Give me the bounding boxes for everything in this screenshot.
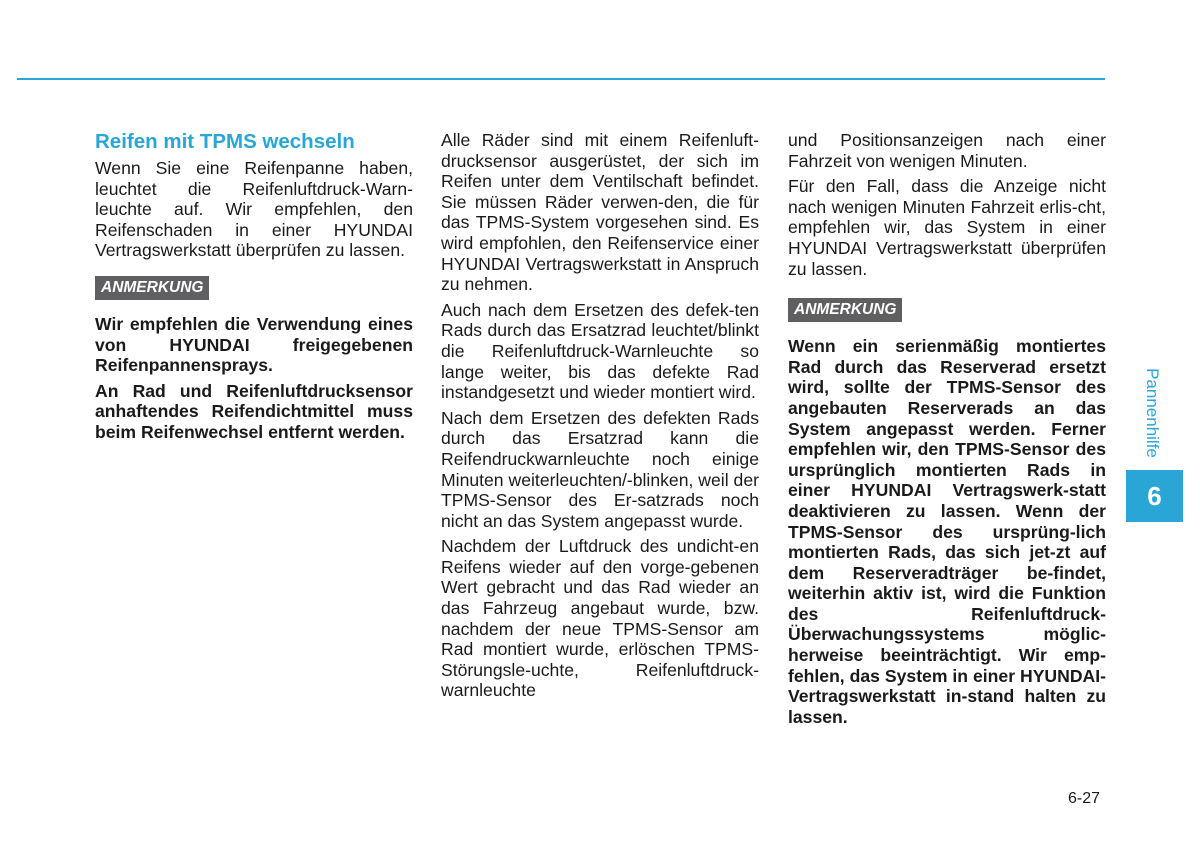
column-2 (441, 130, 759, 706)
chapter-name: Pannenhilfe (1143, 368, 1162, 458)
note-badge: ANMERKUNG (95, 276, 209, 300)
body-paragraph: Für den Fall, dass die Anzeige nicht nach wenigen Minuten Fahrzeit erlis-cht, empfehlen wir, das System in einer HYUNDAI Vertragswerkstatt überprüfen zu lassen. (788, 176, 1106, 279)
note-paragraph: An Rad und Reifenluftdrucksensor anhaftendes Reifendichtmittel muss beim Reifenwechsel entfernt werden. (95, 380, 413, 442)
note-paragraph: Wir empfehlen die Verwendung eines von HYUNDAI freigegebenen Reifenpannensprays. (95, 313, 413, 376)
body-paragraph: und Positionsanzeigen nach einer Fahrzeit von wenigen Minuten. (788, 130, 1106, 171)
section-heading: Reifen mit TPMS wechseln (95, 130, 355, 153)
body-paragraph: Nachdem der Luftdruck des undicht-en Reifens wieder auf den vorge-gebenen Wert gebracht und das Rad wieder an das Fahrzeug angebaut wurde, bzw. nachdem der neue TPMS-Sensor am Rad montiert wurde, erlöschen TPMS-Störungsle-uchte, Reifenluftdruck-warnleuchte (441, 536, 759, 701)
note-badge: ANMERKUNG (788, 298, 902, 322)
chapter-tab: 6 (1126, 470, 1183, 522)
intro-paragraph: Wenn Sie eine Reifenpanne haben, leuchtet die Reifenluftdruck-Warn-leuchte auf. Wir empfehlen, den Reifenschaden in einer HYUNDAI Vertragswerkstatt überprüfen zu lassen. (95, 158, 413, 261)
column-1 (95, 130, 413, 448)
column-3 (788, 130, 1106, 732)
body-paragraph: Nach dem Ersetzen des defekten Rads durch das Ersatzrad kann die Reifendruckwarnleuchte noch einige Minuten weiterleuchten/-blinken, weil der TPMS-Sensor des Er-satzrads noch nicht an das System angepasst wurde. (441, 407, 759, 531)
note-body (95, 314, 413, 443)
body-paragraph: Alle Räder sind mit einem Reifenluft-drucksensor ausgerüstet, der sich im Reifen unter dem Ventilschaft befindet. Sie müssen Räder verwen-den, die für das TPMS-System vorgesehen sind. Es wird empfohlen, den Reifenservice einer HYUNDAI Vertragswerkstatt in Anspruch zu nehmen. (441, 130, 759, 295)
note-paragraph: Wenn ein serienmäßig montiertes Rad durch das Reserverad ersetzt wird, sollte der TPMS-Sensor des angebauten Reserverads an das System angepasst werden. Ferner empfehlen wir, den TPMS-Sensor des ursprünglich montierten Rads in einer HYUNDAI Vertragswerk-statt deaktivieren zu lassen. Wenn der TPMS-Sensor des ursprüng-lich montierten Rads, das sich jet-zt auf dem Reserveradträger be-findet, weiterhin aktiv ist, wird die Funktion des Reifenluftdruck-Überwachungssystems möglic-herweise beeinträchtigt. Wir emp-fehlen, das System in einer HYUNDAI-Vertragswerkstatt in-stand halten zu lassen. (788, 336, 1106, 727)
note-body (788, 336, 1106, 727)
body-paragraph: Auch nach dem Ersetzen des defek-ten Rads durch das Ersatzrad leuchtet/blinkt die Reifenluftdruck-Warnleuchte so lange weiter, bis das defekte Rad instandgesetzt und wieder montiert wird. (441, 299, 759, 403)
chapter-side-label (1132, 358, 1172, 468)
header-rule (17, 78, 1105, 80)
page-number: 6-27 (1068, 790, 1101, 807)
